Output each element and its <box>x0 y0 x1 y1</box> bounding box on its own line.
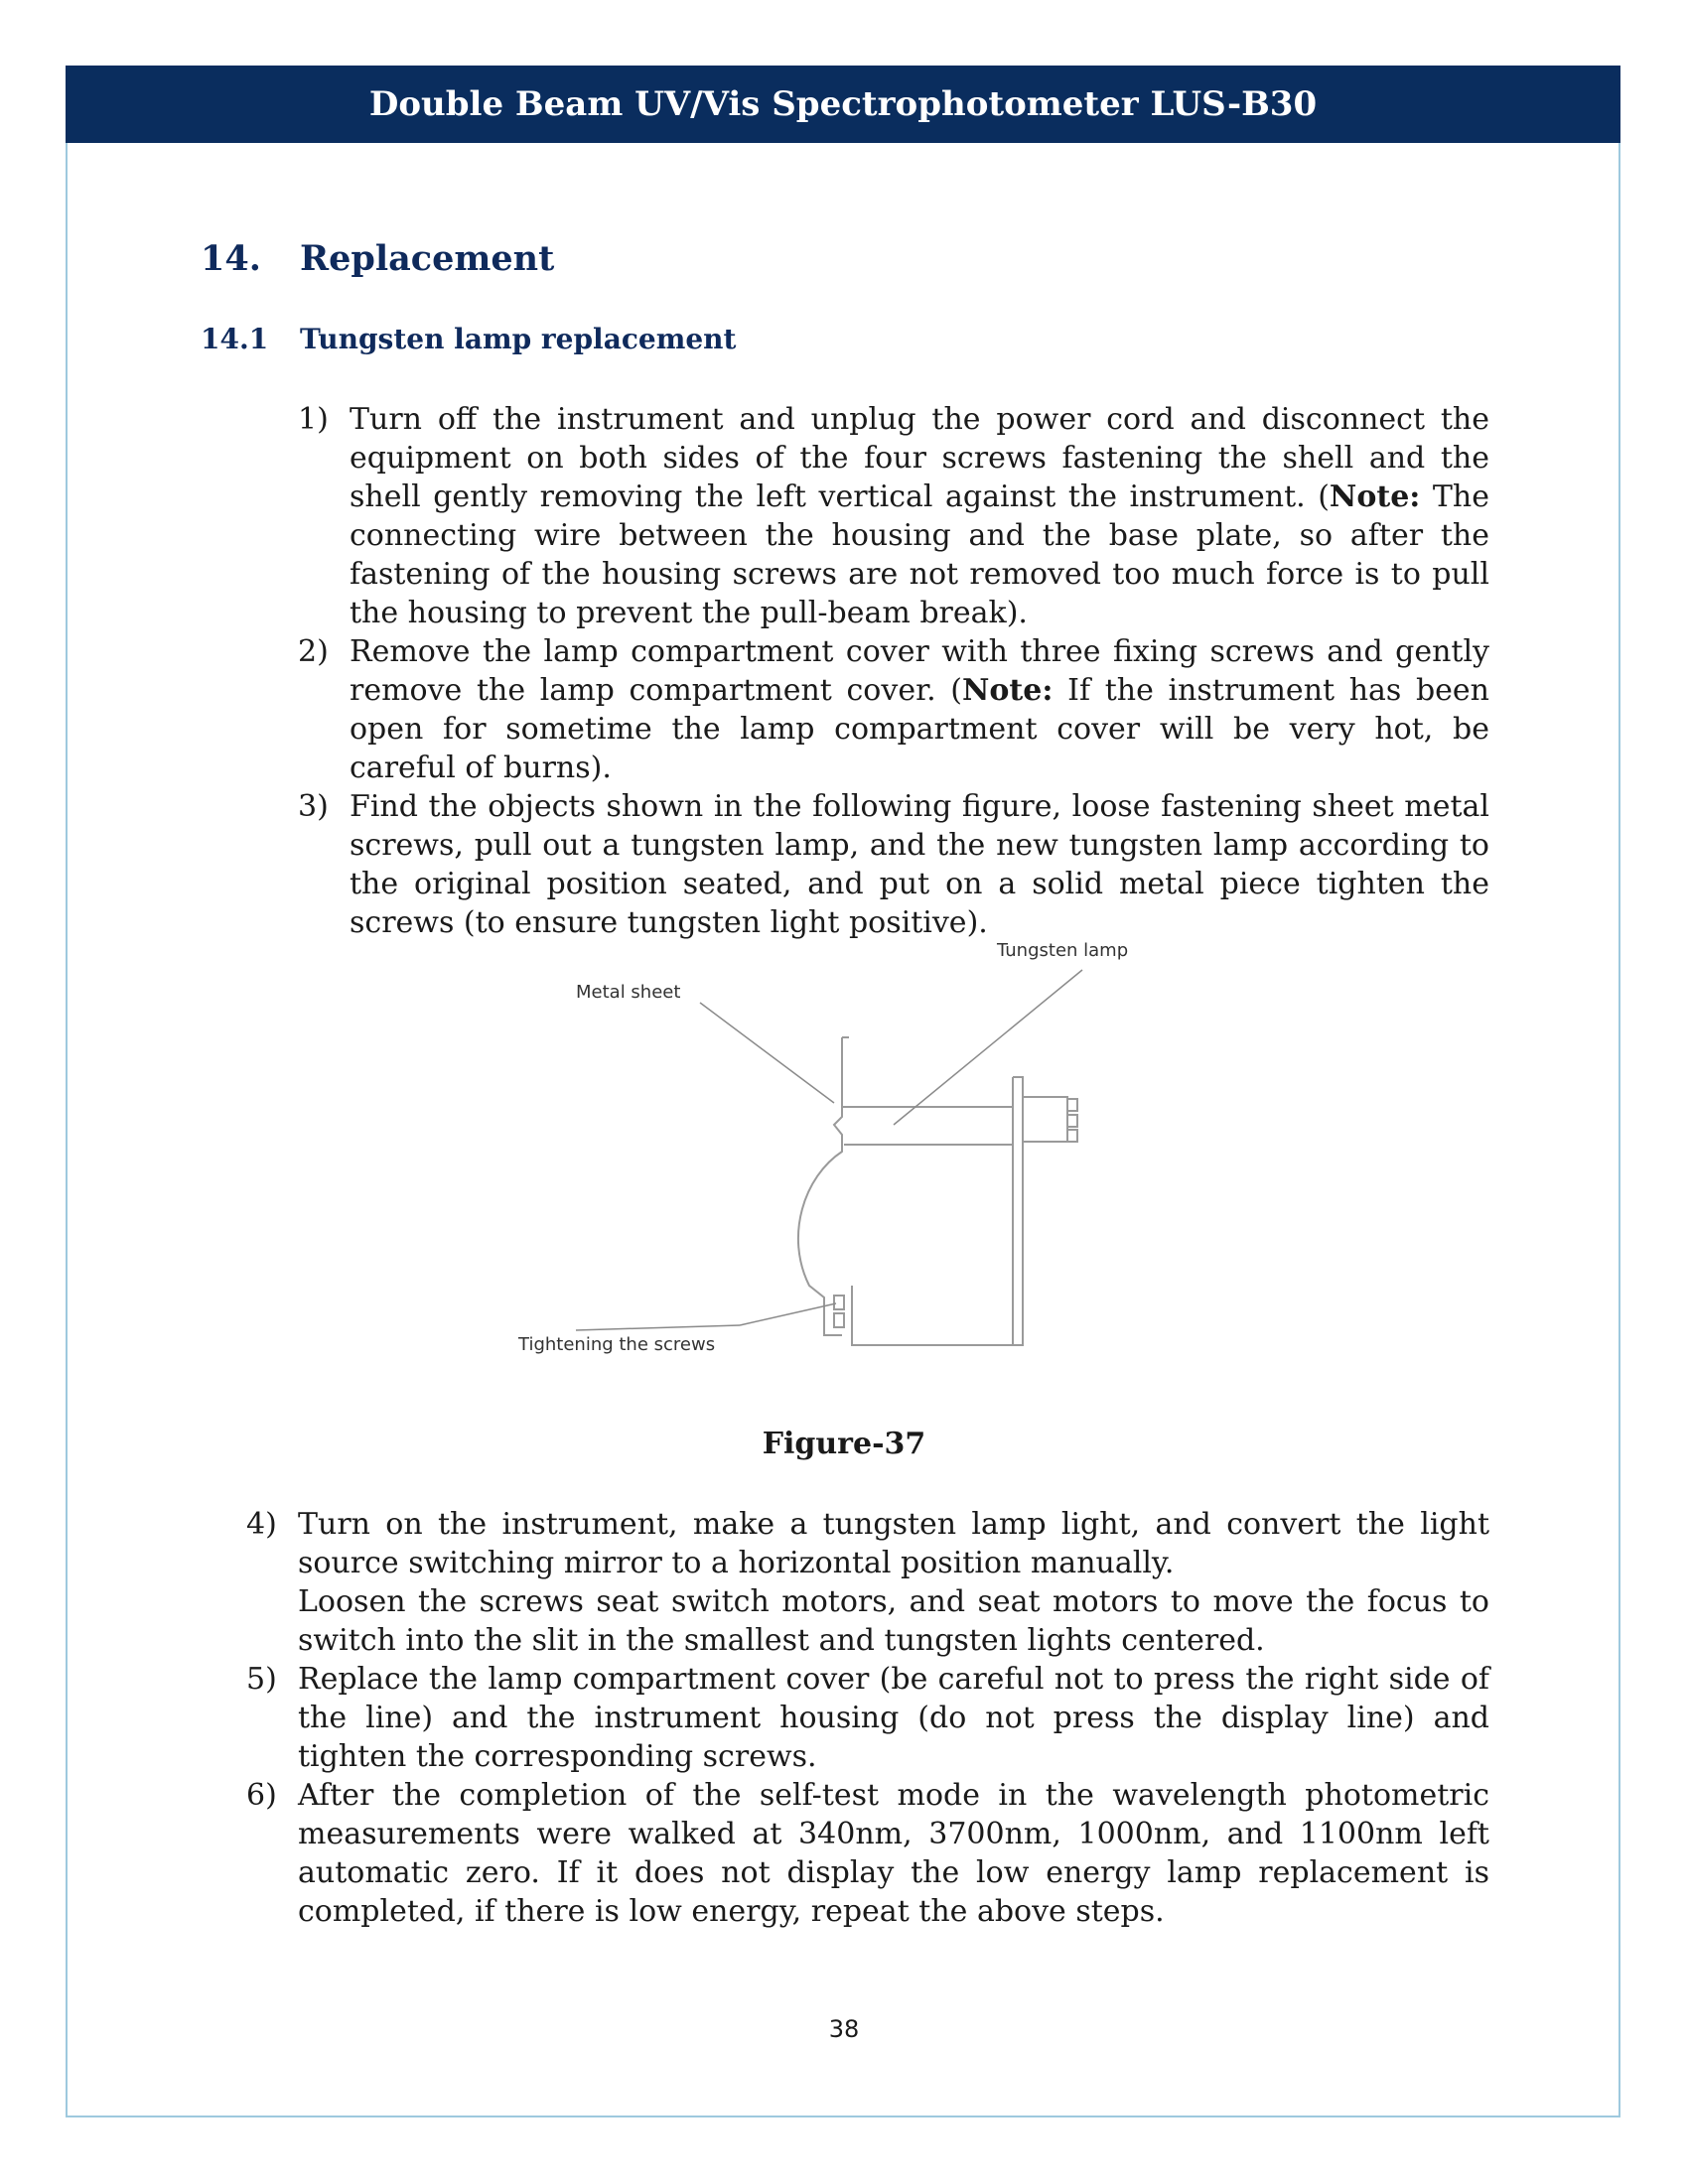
tightening-screws-label: Tightening the screws <box>518 1334 716 1355</box>
subsection-number: 14.1 <box>201 323 269 355</box>
step-marker: 2) <box>298 634 329 669</box>
list-item <box>246 1505 1489 1660</box>
tungsten-lamp-leader <box>894 970 1082 1125</box>
step-text: Remove the lamp compartment cover with three fixing screws and gently remove the lamp compartment cover. (Note: If the instrument has been open for sometime the lamp compartment cover will be very hot, be careful of burns). <box>350 634 1489 785</box>
lamp-diagram-figure <box>506 928 1182 1395</box>
tightening-screw-shape <box>834 1296 844 1309</box>
steps-list-before-figure <box>298 400 1489 942</box>
step-marker: 4) <box>246 1507 277 1542</box>
step-text: Find the objects shown in the following figure, loose fastening sheet metal screws, pull out a tungsten lamp, and the new tungsten lamp according to the original position seated, and put on a solid metal piece tighten the screws (to ensure tungsten light positive). <box>350 789 1489 940</box>
step-text: Turn off the instrument and unplug the power cord and disconnect the equipment on both sides of the four screws fastening the shell and the shell gently removing the left vertical against the instrument. (Note: The connecting wire between the housing and the base plate, so after the fastening of the housing screws are not removed too much force is to pull the housing to prevent the pull-beam break). <box>350 402 1489 630</box>
lamp-diagram <box>506 928 1182 1395</box>
step-text: Replace the lamp compartment cover (be careful not to press the right side of the line) and the instrument housing (do not press the display line) and tighten the corresponding screws. <box>298 1662 1489 1774</box>
metal-sheet-leader <box>700 1003 834 1103</box>
list-item <box>298 787 1489 942</box>
tungsten-lamp-label: Tungsten lamp <box>997 940 1129 961</box>
step-marker: 1) <box>298 402 329 437</box>
list-item <box>298 400 1489 632</box>
page-number: 38 <box>828 2015 860 2043</box>
header-bar <box>66 66 1620 143</box>
lamp-terminal <box>1023 1097 1067 1142</box>
step-text: Turn on the instrument, make a tungsten lamp light, and convert the light source switching mirror to a horizontal position manually. Loosen the screws seat switch motors, and seat motors to move the focus to switch into the slit in the smallest and tungsten lights centered. <box>298 1507 1489 1658</box>
list-item <box>246 1776 1489 1931</box>
section-title: Replacement <box>300 238 555 279</box>
note-label: Note: <box>962 673 1054 708</box>
bracket-shape <box>852 1077 1023 1345</box>
subsection-heading <box>201 323 736 355</box>
list-item <box>246 1660 1489 1776</box>
header-title: Double Beam UV/Vis Spectrophotometer LUS-B30 <box>368 84 1318 124</box>
section-number: 14. <box>201 238 261 279</box>
metal-sheet-label: Metal sheet <box>576 982 681 1003</box>
subsection-title: Tungsten lamp replacement <box>300 323 737 355</box>
list-item <box>298 632 1489 787</box>
step-marker: 5) <box>246 1662 277 1697</box>
metal-sheet-shape <box>798 1037 842 1335</box>
section-heading <box>201 238 554 279</box>
step-marker: 6) <box>246 1778 277 1813</box>
note-label: Note: <box>1329 479 1421 514</box>
tightening-screws-leader <box>740 1303 836 1325</box>
step-text: After the completion of the self-test mode in the wavelength photometric measurements were walked at 340nm, 3700nm, 1000nm, and 1100nm left automatic zero. If it does not display the low energy lamp replacement is completed, if there is low energy, repeat the above steps. <box>298 1778 1489 1929</box>
step-marker: 3) <box>298 789 329 824</box>
steps-list-after-figure <box>246 1505 1489 1931</box>
figure-caption: Figure-37 <box>762 1427 926 1461</box>
